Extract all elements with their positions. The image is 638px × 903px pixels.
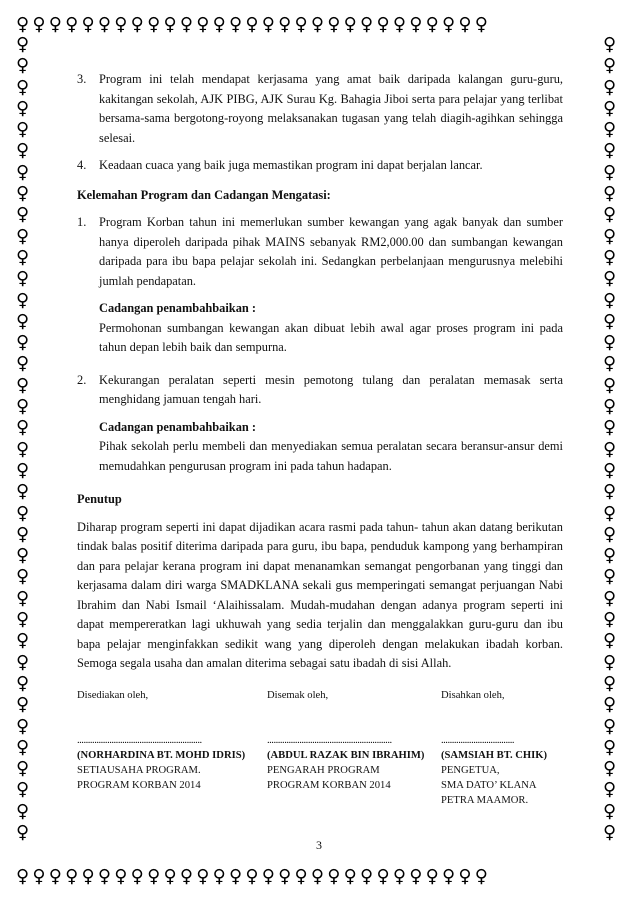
signature-prepared: [77, 688, 257, 793]
page-number: 3: [316, 838, 322, 852]
border-ornament-icon: ♀: [603, 55, 617, 77]
border-ornament-icon: ♀: [603, 459, 617, 481]
list-item: [77, 213, 563, 291]
border-ornament-icon: ♀: [16, 736, 30, 758]
border-ornament-icon: ♀: [16, 758, 30, 780]
border-ornament-icon: ♀: [603, 523, 617, 545]
border-ornament-icon: ♀: [16, 800, 30, 822]
border-ornament-icon: ♀: [603, 800, 617, 822]
border-ornament-icon: ♀: [16, 566, 30, 588]
border-ornament-icon: ♀: [16, 481, 30, 503]
border-ornament-icon: ♀: [603, 736, 617, 758]
signatory-title: PENGARAH PROGRAM: [267, 765, 380, 776]
signature-approved: [441, 688, 563, 808]
list-item: [77, 371, 563, 410]
list-number: 2.: [77, 372, 87, 387]
list-number: 1.: [77, 215, 87, 229]
border-ornament-icon: ♀: [603, 821, 617, 843]
list-text: Program ini telah mendapat kerjasama yang amat baik daripada kalangan guru-guru, kakitangan sekolah, AJK PIBG, AJK Surau Kg. Bahagia Jiboi serta para pelajar yang terlibat bersama-sama bergotong-royong melaksanakan tugasan yang telah diagih-agihkan sehingga selesai.: [99, 72, 563, 145]
border-ornament-icon: ♀: [16, 268, 30, 290]
border-ornament-icon: ♀: [603, 587, 617, 609]
border-ornament-icon: ♀: [16, 417, 30, 439]
border-ornament-icon: ♀: [16, 76, 30, 98]
border-ornament-icon: ♀: [603, 289, 617, 311]
border-ornament-icon: ♀: [603, 672, 617, 694]
border-ornament-icon: ♀: [603, 204, 617, 226]
border-ornament-icon: ♀: [603, 310, 617, 332]
border-ornament-icon: ♀: [16, 715, 30, 737]
signatory-title: SETIAUSAHA PROGRAM.: [77, 765, 201, 776]
suggestion-text: Permohonan sumbangan kewangan akan dibuat lebih awal agar proses program ini pada tahun depan lebih baik dan sempurna.: [99, 320, 563, 354]
list-text: Program Korban tahun ini memerlukan sumber kewangan yang agak banyak dan sumber hanya diperoleh daripada pihak MAINS sebanyak RM2,000.00 dan sumbangan kewangan daripada para ibu bapa pelajar sekolah ini. Sedangkan perbelanjaan mengurusnya melebihi jumlah pendapatan.: [99, 215, 563, 288]
border-ornament-icon: ♀: [16, 97, 30, 119]
signatory-name: (ABDUL RAZAK BIN IBRAHIM): [267, 750, 425, 761]
border-ornament-icon: ♀: [603, 566, 617, 588]
border-ornament-icon: ♀: [16, 672, 30, 694]
border-top: ♀♀♀♀♀♀♀♀♀♀♀♀♀♀♀♀♀♀♀♀♀♀♀♀♀♀♀♀♀: [16, 14, 492, 35]
border-ornament-icon: ♀: [603, 332, 617, 354]
signature-label: Disediakan oleh,: [77, 690, 149, 701]
suggestion-label: Cadangan penambahbaikan :: [99, 301, 257, 315]
border-ornament-icon: ♀: [603, 34, 617, 55]
border-ornament-icon: ♀: [16, 609, 30, 631]
border-ornament-icon: ♀: [16, 183, 30, 205]
signatory-title: PENGETUA,: [441, 765, 500, 776]
border-ornament-icon: ♀: [16, 310, 30, 332]
section-heading-closing: Penutup: [77, 492, 122, 506]
signatory-title: PROGRAM KORBAN 2014: [267, 780, 391, 791]
list-text: Keadaan cuaca yang baik juga memastikan program ini dapat berjalan lancar.: [99, 158, 483, 172]
border-left: [16, 36, 29, 845]
border-ornament-icon: ♀: [603, 396, 617, 418]
border-ornament-icon: ♀: [16, 523, 30, 545]
border-ornament-icon: ♀: [16, 694, 30, 716]
border-ornament-icon: ♀: [16, 779, 30, 801]
signatory-title: PROGRAM KORBAN 2014: [77, 780, 201, 791]
section-heading-weakness: Kelemahan Program dan Cadangan Mengatasi:: [77, 187, 331, 202]
border-ornament-icon: ♀: [603, 268, 617, 290]
border-ornament-icon: ♀: [603, 161, 617, 183]
border-ornament-icon: ♀: [603, 758, 617, 780]
signature-line: ..........................................................: [267, 735, 392, 746]
border-ornament-icon: ♀: [603, 609, 617, 631]
border-ornament-icon: ♀: [603, 225, 617, 247]
border-ornament-icon: ♀: [603, 76, 617, 98]
border-ornament-icon: ♀: [603, 630, 617, 652]
border-ornament-icon: ♀: [16, 289, 30, 311]
list-number: 3.: [77, 72, 87, 86]
closing-paragraph: Diharap program seperti ini dapat dijadikan acara rasmi pada tahun- tahun akan datang berikutan tindak balas positif diterima daripada para guru, ibu bapa, penduduk kampong yang berhampiran dan para pelajar kerana program ini dapat menanamkan semangat pengorbanan yang tinggi dan kerjasama dalam diri warga SMADKLANA sekali gus memperingati semangat perjuangan Nabi Ibrahim dan Nabi Ismail ‘Alaihissalam. Mudah-mudahan dengan adanya program seperti ini dapat mempereratkan lagi ukhuwah yang sedia terjalin dan menggalakkan guru-guru dan ibu bapa pelajar menginfakkan sedikit wang yang diperoleh dengan melakukan ibadah korban. Semoga segala usaha dan amalan diterima sebagai satu ibadah di sisi Allah.: [77, 519, 563, 670]
border-ornament-icon: ♀: [16, 396, 30, 418]
list-number: 4.: [77, 158, 87, 172]
border-ornament-icon: ♀: [603, 545, 617, 567]
border-bottom: ♀♀♀♀♀♀♀♀♀♀♀♀♀♀♀♀♀♀♀♀♀♀♀♀♀♀♀♀♀: [16, 866, 492, 887]
border-ornament-icon: ♀: [603, 417, 617, 439]
border-ornament-icon: ♀: [16, 332, 30, 354]
border-ornament-icon: ♀: [603, 246, 617, 268]
border-ornament-icon: ♀: [603, 715, 617, 737]
border-ornament-icon: ♀: [603, 140, 617, 162]
border-ornament-icon: ♀: [16, 821, 30, 843]
border-ornament-icon: ♀: [603, 119, 617, 141]
border-ornament-icon: ♀: [16, 545, 30, 567]
border-ornament-icon: ♀: [16, 502, 30, 524]
border-right: [603, 36, 616, 845]
border-ornament-icon: ♀: [16, 140, 30, 162]
signature-label: Disahkan oleh,: [441, 690, 505, 701]
signature-line: ..................................: [441, 735, 515, 746]
border-ornament-icon: ♀: [603, 651, 617, 673]
border-ornament-icon: ♀: [603, 97, 617, 119]
list-item: [77, 156, 563, 176]
border-ornament-icon: ♀: [16, 119, 30, 141]
border-ornament-icon: ♀: [16, 438, 30, 460]
signatory-title: PETRA MAAMOR.: [441, 795, 529, 806]
border-ornament-icon: ♀: [16, 204, 30, 226]
border-ornament-icon: ♀: [603, 374, 617, 396]
border-ornament-icon: ♀: [603, 779, 617, 801]
signatory-name: (SAMSIAH BT. CHIK): [441, 750, 548, 761]
border-ornament-icon: ♀: [16, 246, 30, 268]
border-ornament-icon: ♀: [16, 587, 30, 609]
signature-line: ..........................................................: [77, 735, 202, 746]
border-ornament-icon: ♀: [603, 481, 617, 503]
border-ornament-icon: ♀: [16, 374, 30, 396]
border-ornament-icon: ♀: [16, 55, 30, 77]
border-ornament-icon: ♀: [16, 34, 30, 55]
signatory-title: SMA DATO’ KLANA: [441, 780, 537, 791]
signature-label: Disemak oleh,: [267, 690, 329, 701]
page-content: [77, 70, 563, 674]
signatory-name: (NORHARDINA BT. MOHD IDRIS): [77, 750, 246, 761]
border-ornament-icon: ♀: [16, 225, 30, 247]
border-ornament-icon: ♀: [16, 651, 30, 673]
border-ornament-icon: ♀: [16, 630, 30, 652]
suggestion-label: Cadangan penambahbaikan :: [99, 419, 257, 434]
signature-reviewed: [267, 688, 437, 793]
border-ornament-icon: ♀: [603, 694, 617, 716]
border-ornament-icon: ♀: [16, 459, 30, 481]
border-ornament-icon: ♀: [603, 353, 617, 375]
suggestion-text: Pihak sekolah perlu membeli dan menyediakan semua peralatan secara beransur-ansur demi memudahkan pengurusan program ini pada tahun hadapan.: [99, 439, 563, 473]
border-ornament-icon: ♀: [16, 353, 30, 375]
border-ornament-icon: ♀: [16, 161, 30, 183]
list-item: [77, 70, 563, 148]
border-ornament-icon: ♀: [603, 438, 617, 460]
list-text: Kekurangan peralatan seperti mesin pemotong tulang dan peralatan memasak serta menghidang jamuan tengah hari.: [99, 372, 563, 406]
border-ornament-icon: ♀: [603, 502, 617, 524]
border-ornament-icon: ♀: [603, 183, 617, 205]
